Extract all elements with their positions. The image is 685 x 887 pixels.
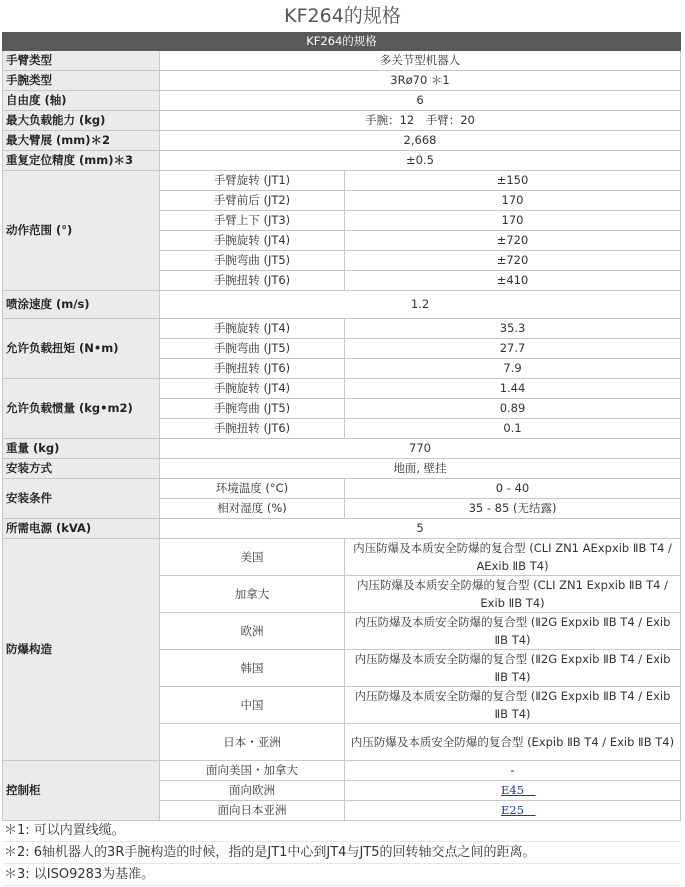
motion-axis-value: 170	[345, 211, 681, 231]
table-row	[3, 761, 681, 781]
controller-e25-link[interactable]: E25	[500, 803, 536, 817]
table-row	[3, 71, 681, 91]
row-value-wrist-type: 3Rø70 ＊1	[160, 71, 681, 91]
row-label-reach: 最大臂展 (mm)＊2	[3, 131, 160, 151]
row-label-environment: 安装条件	[3, 479, 160, 519]
row-label-spray-speed: 喷涂速度 (m/s)	[3, 291, 160, 319]
spec-table	[2, 32, 681, 821]
row-label-wrist-type: 手腕类型	[3, 71, 160, 91]
row-label-torque: 允许负载扭矩 (N•m)	[3, 319, 160, 379]
explosion-region-value: 内压防爆及本质安全防爆的复合型 (CLI ZN1 AExpxib ⅡB T4 / AExib ⅡB T4)	[345, 539, 681, 576]
row-value-dof: 6	[160, 91, 681, 111]
row-value-payload: 手腕：12 手臂：20	[160, 111, 681, 131]
table-row	[3, 131, 681, 151]
controller-e45-link[interactable]: E45	[500, 783, 536, 797]
explosion-region-label: 加拿大	[160, 576, 345, 613]
torque-axis-label: 手腕扭转 (JT6)	[160, 359, 345, 379]
torque-axis-label: 手腕弯曲 (JT5)	[160, 339, 345, 359]
table-row	[3, 519, 681, 539]
torque-axis-value: 35.3	[345, 319, 681, 339]
explosion-region-value: 内压防爆及本质安全防爆的复合型 (Ⅱ2G Expxib ⅡB T4 / Exib ⅡB T4)	[345, 687, 681, 724]
footnote-3: ＊3: 以ISO9283为基准。	[4, 864, 680, 886]
explosion-region-label: 韩国	[160, 650, 345, 687]
environment-item-value: 35 - 85 (无结露)	[345, 499, 681, 519]
table-header-row	[3, 33, 681, 51]
row-label-motion-range: 动作范围 (°)	[3, 171, 160, 291]
table-row	[3, 111, 681, 131]
inertia-axis-label: 手腕弯曲 (JT5)	[160, 399, 345, 419]
table-row	[3, 51, 681, 71]
row-value-weight: 770	[160, 439, 681, 459]
motion-axis-value: ±410	[345, 271, 681, 291]
controller-region-label: 面向日本亚洲	[160, 801, 345, 821]
controller-value-cell	[345, 801, 681, 821]
footnote-2: ＊2: 6轴机器人的3R手腕构造的时候，指的是JT1中心到JT4与JT5的回转轴交点之间的距离。	[4, 842, 680, 864]
controller-value-cell	[345, 781, 681, 801]
table-row	[3, 479, 681, 499]
table-row	[3, 319, 681, 339]
motion-axis-value: ±720	[345, 251, 681, 271]
inertia-axis-value: 1.44	[345, 379, 681, 399]
table-row	[3, 91, 681, 111]
row-label-controller: 控制柜	[3, 761, 160, 821]
row-label-explosion: 防爆构造	[3, 539, 160, 761]
environment-item-value: 0 - 40	[345, 479, 681, 499]
controller-region-label: 面向欧洲	[160, 781, 345, 801]
table-row	[3, 459, 681, 479]
row-label-payload: 最大负载能力 (kg)	[3, 111, 160, 131]
table-row	[3, 291, 681, 319]
row-value-reach: 2,668	[160, 131, 681, 151]
row-value-arm-type: 多关节型机器人	[160, 51, 681, 71]
explosion-region-label: 欧洲	[160, 613, 345, 650]
torque-axis-label: 手腕旋转 (JT4)	[160, 319, 345, 339]
inertia-axis-value: 0.89	[345, 399, 681, 419]
row-label-power: 所需电源 (kVA)	[3, 519, 160, 539]
motion-axis-label: 手臂前后 (JT2)	[160, 191, 345, 211]
motion-axis-value: ±150	[345, 171, 681, 191]
row-label-weight: 重量 (kg)	[3, 439, 160, 459]
motion-axis-label: 手臂上下 (JT3)	[160, 211, 345, 231]
motion-axis-label: 手臂旋转 (JT1)	[160, 171, 345, 191]
footnote-1: ＊1: 可以内置线缆。	[4, 820, 680, 842]
row-label-inertia: 允许负载惯量 (kg•m2)	[3, 379, 160, 439]
explosion-region-label: 日本・亚洲	[160, 724, 345, 761]
row-value-repeatability: ±0.5	[160, 151, 681, 171]
explosion-region-value: 内压防爆及本质安全防爆的复合型 (CLI ZN1 Expxib ⅡB T4 / Exib ⅡB T4)	[345, 576, 681, 613]
controller-region-label: 面向美国・加拿大	[160, 761, 345, 781]
table-row	[3, 151, 681, 171]
controller-value: -	[345, 761, 681, 781]
row-label-repeatability: 重复定位精度 (mm)＊3	[3, 151, 160, 171]
inertia-axis-value: 0.1	[345, 419, 681, 439]
row-label-mounting: 安装方式	[3, 459, 160, 479]
torque-axis-value: 27.7	[345, 339, 681, 359]
row-value-power: 5	[160, 519, 681, 539]
motion-axis-label: 手腕扭转 (JT6)	[160, 271, 345, 291]
motion-axis-label: 手腕旋转 (JT4)	[160, 231, 345, 251]
explosion-region-label: 中国	[160, 687, 345, 724]
row-label-dof: 自由度 (轴)	[3, 91, 160, 111]
torque-axis-value: 7.9	[345, 359, 681, 379]
explosion-region-value: 内压防爆及本质安全防爆的复合型 (Ⅱ2G Expxib ⅡB T4 / Exib ⅡB T4)	[345, 613, 681, 650]
page-title: KF264的规格	[284, 5, 401, 27]
row-value-mounting: 地面, 壁挂	[160, 459, 681, 479]
explosion-region-value: 内压防爆及本质安全防爆的复合型 (Ⅱ2G Expxib ⅡB T4 / Exib ⅡB T4)	[345, 650, 681, 687]
row-label-arm-type: 手臂类型	[3, 51, 160, 71]
table-row	[3, 439, 681, 459]
row-value-spray-speed: 1.2	[160, 291, 681, 319]
table-row	[3, 171, 681, 191]
inertia-axis-label: 手腕旋转 (JT4)	[160, 379, 345, 399]
explosion-region-value: 内压防爆及本质安全防爆的复合型 (Expib ⅡB T4 / Exib ⅡB T4)	[345, 724, 681, 761]
motion-axis-value: 170	[345, 191, 681, 211]
motion-axis-label: 手腕弯曲 (JT5)	[160, 251, 345, 271]
table-row	[3, 539, 681, 576]
explosion-region-label: 美国	[160, 539, 345, 576]
inertia-axis-label: 手腕扭转 (JT6)	[160, 419, 345, 439]
footnotes	[4, 820, 680, 886]
table-header: KF264的规格	[3, 33, 681, 51]
environment-item-label: 环境温度 (°C)	[160, 479, 345, 499]
motion-axis-value: ±720	[345, 231, 681, 251]
table-row	[3, 379, 681, 399]
environment-item-label: 相对湿度 (%)	[160, 499, 345, 519]
